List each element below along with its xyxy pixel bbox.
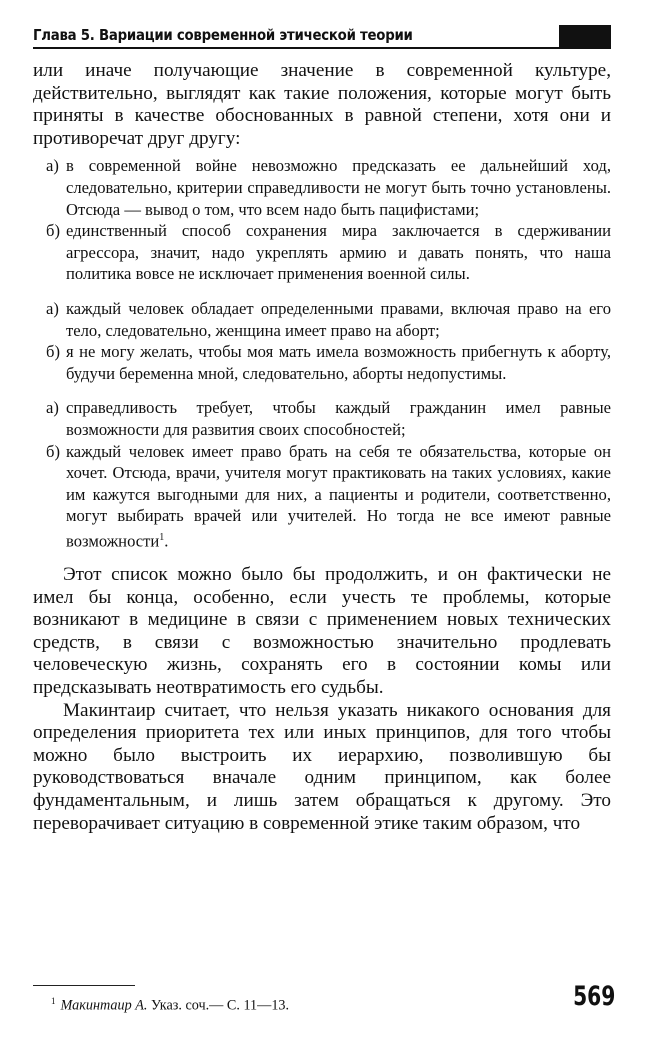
list-item [33, 220, 611, 285]
list-item-text: единственный способ сохранения мира заключается в сдерживании агрессора, значит, надо укреплять армию и давать понять, что наша политика вовсе не исключает применения военной силы. [66, 221, 611, 284]
list-item [33, 298, 611, 341]
list-group-justice [33, 397, 611, 552]
footnote-ref: 1 [159, 531, 165, 543]
list-item-text: каждый человек обладает определенными правами, включая право на его тело, следовательно, женщина имеет право на аборт; [66, 298, 611, 340]
footnote-number: 1 [51, 996, 56, 1006]
list-item [33, 155, 611, 220]
header-block [559, 25, 611, 49]
header-rule [33, 47, 611, 49]
list-marker: а) [46, 156, 59, 176]
list-item-text: я не могу желать, чтобы моя мать имела возможность прибегнуть к аборту, будучи беременна мной, следовательно, аборты недопустимы. [66, 342, 611, 383]
list-marker: б) [46, 342, 60, 362]
list-item-text: каждый человек имеет право брать на себя те обязательства, которые он хочет. Отсюда, врачи, учителя могут практиковать на таких условиях, какие им кажутся выгодными для них, а пациенты и родители, соответственно, могут выбирать врачей или учителей. Но тогда не все имеют равные возможности [66, 441, 611, 551]
list-item-text: справедливость требует, чтобы каждый гражданин имел равные возможности для развития своих способностей; [66, 398, 611, 439]
page-body [33, 60, 611, 835]
list-group-abortion [33, 298, 611, 384]
running-header [33, 22, 611, 50]
list-item [33, 341, 611, 384]
chapter-title: Глава 5. Вариации современной этической теории [33, 26, 413, 44]
list-item-text: в современной войне невозможно предсказать ее дальнейший ход, следовательно, критерии справедливости не могут быть точно установлены. Отсюда — вывод о том, что всем надо быть пацифистами; [66, 156, 611, 219]
list-marker: б) [46, 221, 60, 241]
intro-paragraph: или иначе получающие значение в современной культуре, действительно, выглядят как такие положения, которые могут быть приняты в качестве обоснованных в равной степени, хотя они и противоречат друг другу: [33, 60, 611, 149]
list-marker: б) [46, 441, 60, 461]
footnote-rule [33, 985, 135, 986]
footnote-text: Указ. соч.— С. 11—13. [151, 997, 290, 1014]
body-paragraph: Макинтаир считает, что нельзя указать никакого основания для определения приоритета тех или иных принципов, для того чтобы можно было выстроить их иерархию, позволившую бы руководствоваться вначале одним принципом, как более фундаментальным, и лишь затем обращаться к другому. Это переворачивает ситуацию в современной этике таким образом, что [33, 699, 611, 834]
list-item: б) каждый человек имеет право брать на себя те обязательства, которые он хочет. Отсюда, врачи, учителя могут практиковать на таких условиях, какие им кажутся выгодными для них, а пациенты и родители, соответственно, могут выбирать врачей или учителей. Но тогда не все имеют равные возможности$^1$. [46, 441, 611, 551]
list-group-war [33, 155, 611, 285]
list-marker: а) [46, 298, 59, 318]
list-marker: а) [46, 398, 59, 418]
page-number: 569 [572, 981, 615, 1012]
body-paragraph: Этот список можно было бы продолжить, и он фактически не имел бы конца, особенно, если учесть те проблемы, которые возникают в медицине в связи с применением новых технических средств, в связи с возможностью значительно продлевать человеческую жизнь, сохранять его в состоянии комы или предсказывать неотвратимость его судьбы. [33, 564, 611, 698]
list-item [33, 397, 611, 440]
footnote-author: Макинтаир А. [60, 997, 148, 1014]
footnote [33, 992, 289, 1015]
